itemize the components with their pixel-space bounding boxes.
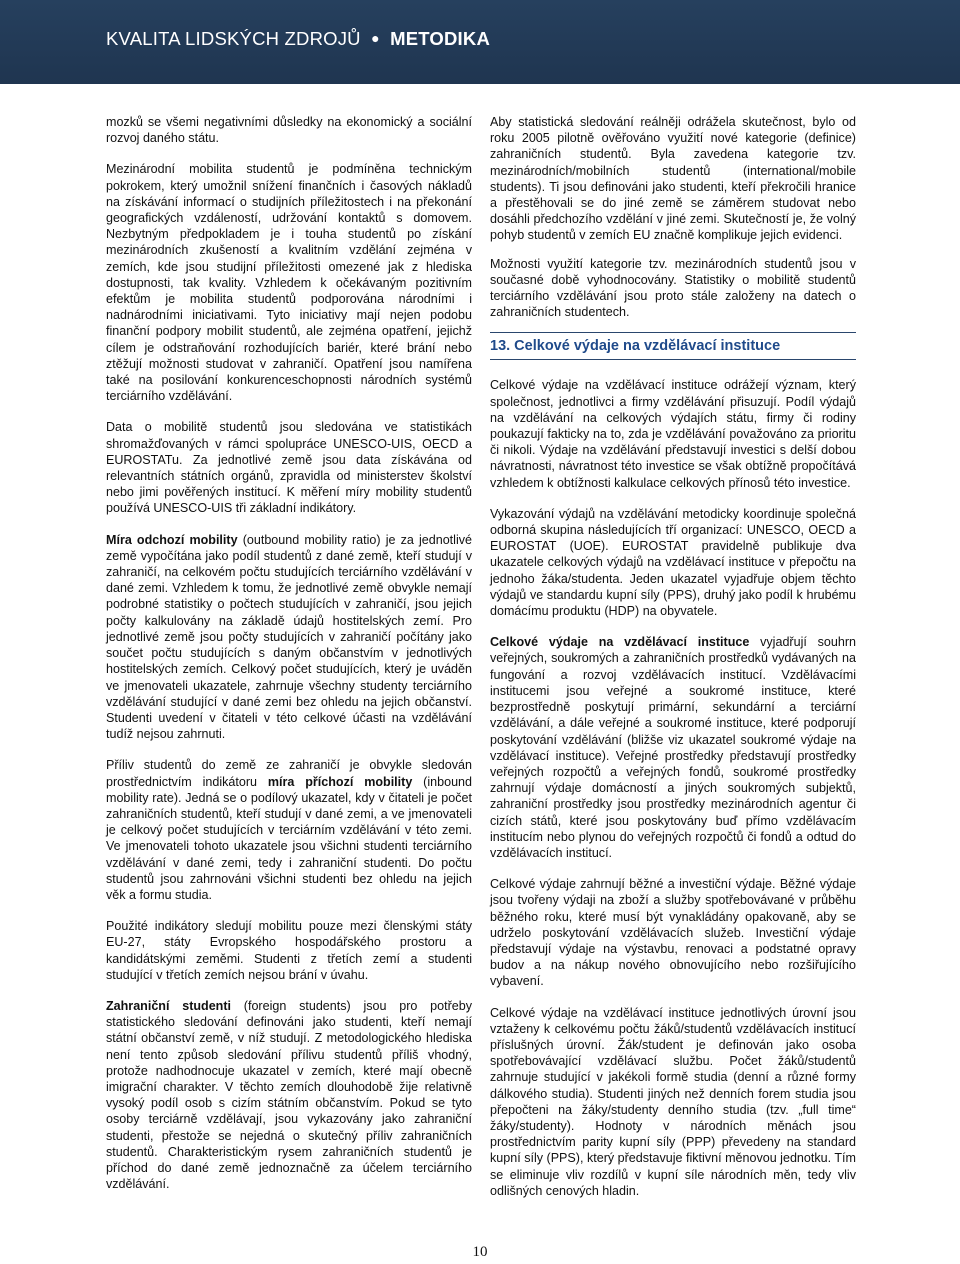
- paragraph: mozků se všemi negativními důsledky na ekonomický a sociální rozvoj daného státu.: [106, 115, 472, 146]
- page-number: 10: [472, 1244, 488, 1260]
- term-inbound-mobility: míra příchozí mobility: [267, 774, 413, 789]
- paragraph-text: (inbound mobility rate). Jedná se o podílový ukazatel, kdy v čitateli je počet zahraničních studentů, kteří studují v dané zemi, a ve jmenovateli je celkový počet studujících v terciárním vzdělávání v této zemi. Ve jmenovateli tohoto ukazatele jsou všichni studenti terciárního vzdělávání v dané zemi, tedy i zahraniční studenti. Do počtu studentů jsou zahrnováni všichni studenti bez ohledu na jejich věk a formu studia.: [106, 774, 473, 902]
- header-title: [106, 28, 490, 50]
- section-heading: 13. Celkové výdaje na vzdělávací instituce: [490, 332, 856, 360]
- paragraph-text: (outbound mobility ratio) je za jednotlivé země vypočítána jako podíl studentů z dané země, kteří studují v zahraničí, na celkovém počtu studujících terciárního vzdělávání v dané zemi. Vzhledem k tomu, že jednotlivé země obvykle nemají podrobné statistiky o počtech studujících v zahraničí, jsou jejich počty kalkulovány na základě údajů hostitelských zemí. Pro jednotlivé země jsou počty studujících v zahraničí počítány jako součet počtu studujících s daným občanstvím v jednotlivých hostitelských zemích. Celkový počet studujících, který je uváděn ve jmenovateli ukazatele, zahrnuje všechny studenty terciárního vzdělávání studující v dané zemi bez ohledu na jejich občanství. Studenti uvedení v čitateli v této celkové účasti na vzdělávání tudíž nejsou zahrnuti.: [106, 532, 472, 742]
- paragraph: Data o mobilitě studentů jsou sledována ve statistikách shromažďovaných v rámci spolupráce UNESCO-UIS, OECD a EUROSTATu. Za jednotlivé země jsou data získávána od relevantních státních orgánů, zpravidla od ministerstev školství nebo jimi pověřených institucí. K měření míry mobility studentů používá UNESCO-UIS tři základní indikátory.: [106, 420, 472, 516]
- paragraph: [106, 757, 472, 903]
- paragraph: Možnosti využití kategorie tzv. mezinárodních studentů jsou v současné době vyhodnocovány. Statistiky o mobilitě studentů terciárního vzdělávání jsou proto stále založeny na datech o zahraničních studentech.: [490, 256, 856, 320]
- paragraph: [490, 634, 856, 861]
- paragraph: Mezinárodní mobilita studentů je podmíněna technickým pokrokem, který umožnil snížení finančních i časových nákladů na získávání informací o studijních příležitostech i na překonání geografických vzdáleností, udržování kontaktů s domovem. Nezbytným předpokladem je i touha studentů po získání mezinárodních zkušeností a kvalitním vzdělání zejména v zemích, kde jsou studijní příležitosti omezené jak z hlediska dostupnosti, tak kvality. Vzhledem k očekávaným pozitivním efektům je mobilita studentů podporována národními i nadnárodními iniciativami. Tyto iniciativy mají nejen podobu finanční podpory mobilit studentů, ale zejména opatření, jejichž cílem je odstraňování rozhodujících bariér, které brání nebo ztěžují možnosti studovat v zahraničí. Opatření jsou namířena také na posilování konkurenceschopnosti národních systémů terciárního vzdělávání.: [106, 162, 472, 404]
- paragraph-text: vyjadřují souhrn veřejných, soukromých a zahraničních prostředků vydávaných na fungování a rozvoj vzdělávacích institucí. Vzdělávacími institucemi jsou veřejné a soukromé instituce, které bezprostředně poskytují primární, sekundární a terciární vzdělávání, a dále veřejné a soukromé instituce, které podporují poskytování vzdělávání (bližše viz ukazatel soukromé výdaje na vzdělávací instituce). Veřejné prostředky představují prostředky veřejných rozpočtů a veřejných fondů, soukromé prostředky zahrnují výdaje domácností a jiných soukromých subjektů, zahraniční prostředky jsou prostředky mezinárodních agentur či cizích států, které jsou poskytovány buď přímo vzdělávacím institucím nebo plynou do veřejných rozpočtů či fondů a odtud do vzdělávacích institucí.: [490, 635, 856, 860]
- page-header: [0, 0, 960, 84]
- term-outbound-mobility: Míra odchozí mobility: [106, 532, 238, 547]
- paragraph: Celkové výdaje na vzdělávací instituce jednotlivých úrovní jsou vztaženy k celkovému počtu žáků/studentů vzdělávacích institucí příslušných úrovní. Žák/student je definován jako osoba spotřebovávající vzdělávací službu. Počet žáků/studentů zahrnuje studující v jakékoli formě studia (denní a různé formy dálkového studia). Studenti jiných než denních forem studia jsou přepočteni na žáky/studenty denního studia (tzv. „full time“ žáky/studenty). Hodnoty v národních měnách jsou prostřednictvím parity kupní síly (PPP) převedeny na standard kupní síly (PPS), který představuje fiktivní měnovou jednotku. Tím se eliminuje vliv rozdílů v kupní síle národních měn, tedy vliv odlišných cenových hladin.: [490, 1005, 856, 1198]
- term-total-expenditure: Celkové výdaje na vzdělávací instituce: [490, 635, 750, 650]
- paragraph: Použité indikátory sledují mobilitu pouze mezi členskými státy EU-27, státy Evropského hospodářského prostoru a kandidátskými zeměmi. Studenti z třetích zemí a studenti studující v třetích zemích nejsou brání v úvahu.: [106, 919, 472, 982]
- term-foreign-students: Zahraniční studenti: [106, 998, 232, 1013]
- paragraph: Celkové výdaje na vzdělávací instituce odrážejí význam, který společnost, jednotlivci a firmy vzdělávání přisuzují. Podíl výdajů na vzdělávání na celkových výdajích státu, firmy či rodiny poukazují fakticky na to, zda je vzdělávání považováno za prioritu či nikoli. Výdaje na vzdělávání představují investici s delší dobou návratnosti, návratnost této investice se však obtížně propočítává vzhledem k obtížnosti kalkulace celkových přínosů této investice.: [490, 378, 856, 490]
- paragraph-text: Příliv studentů do země ze zahraničí je obvykle sledován prostřednictvím indikátoru: [106, 758, 472, 789]
- left-column: [106, 114, 472, 1207]
- header-section: METODIKA: [390, 28, 491, 49]
- paragraph: Vykazování výdajů na vzdělávání metodicky koordinuje společná odborná skupina následujících tří organizací: UNESCO, OECD a EUROSTAT (UOE). EUROSTAT pravidelně publikuje dva ukazatele celkových výdajů na vzdělávací instituce v přepočtu na jednoho žáka/studenta. Jeden ukazatel vyjadřuje objem těchto výdajů ve standardu kupní síly (PPS), druhý jako podíl k hrubému domácímu produktu (HDP) na obyvatele.: [490, 506, 856, 619]
- right-column: [490, 114, 856, 1214]
- paragraph: Aby statistická sledování reálněji odrážela skutečnost, bylo od roku 2005 pilotně ověřováno využití nové kategorie (definice) zahraničních studentů. Byla zavedena kategorie tzv. mezinárodních/mobilních studentů (international/mobile students). Ti jsou definováni jako studenti, kteří překročili hranice a přestěhovali se do jiné země se záměrem studovat nebo dosáhli předchozího vzdělání v jiné zemi. Skutečností je, že volný pohyb studentů v zemích EU značně komplikuje jejich evidenci.: [490, 115, 856, 243]
- paragraph: Celkové výdaje zahrnují běžné a investiční výdaje. Běžné výdaje jsou tvořeny výdaji na zboží a služby spotřebovávané v průběhu běžného roku, které musí být vynakládány opakovaně, aby se udrželo poskytování vzdělávacích služeb. Investiční výdaje představují výdaje na výstavbu, renovaci a podstatné opravy budov a na nákup nového obnovujícího nebo rozšiřujícího vybavení.: [490, 877, 856, 989]
- header-series: KVALITA LIDSKÝCH ZDROJŮ: [106, 28, 361, 49]
- paragraph: [106, 998, 472, 1192]
- bullet-icon: ●: [371, 30, 380, 46]
- paragraph-text: (foreign students) jsou pro potřeby statistického sledování definováni jako studenti, kteří nemají státní občanství země, v níž studují. Z metodologického hlediska není tento způsob sledování přílivu studentů příliš vhodný, protože nadhodnocuje ukazatel v zemích, které mají obecně imigrační charakter. V těchto zemích dlouhodobě žije relativně vysoký podíl osob s cizím státním občanstvím. Pokud se tyto osoby terciárně vzdělávají, jsou vykazovány jako zahraniční studenti, přestože se nejedná o skutečný příliv zahraničních studentů. Charakteristickým rysem zahraničních studentů je příchod do dané země jednoznačně za účelem terciárního vzdělávání.: [106, 998, 472, 1192]
- paragraph: [106, 532, 472, 743]
